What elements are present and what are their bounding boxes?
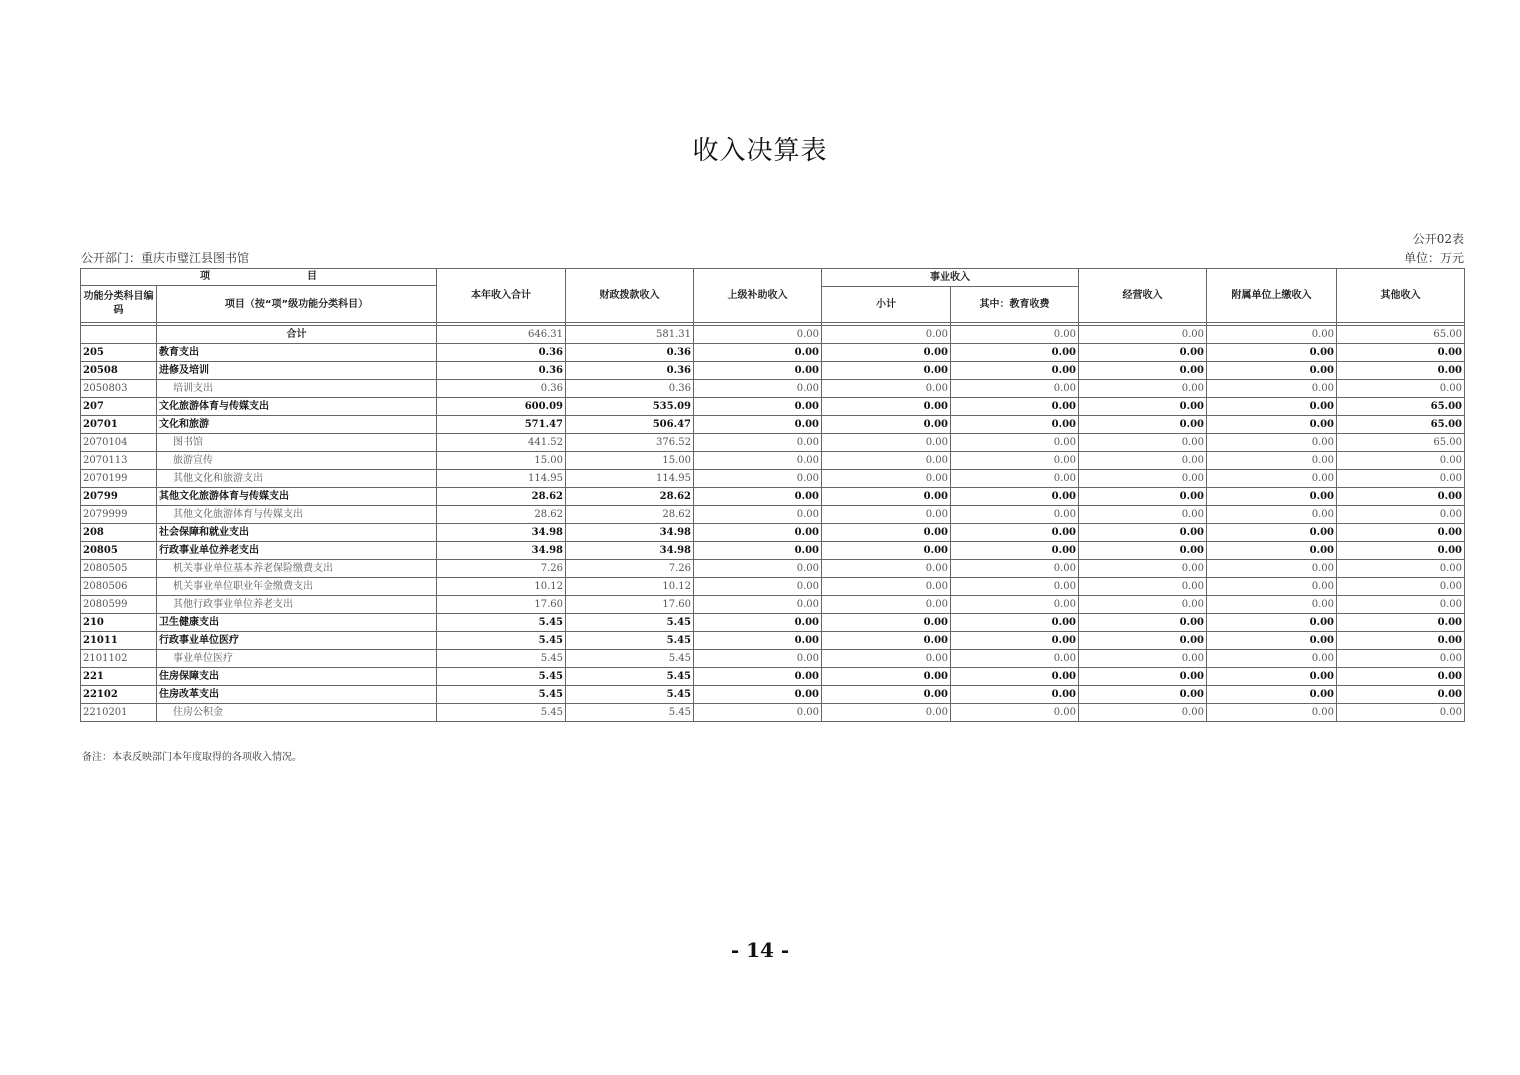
row-fiscal-value: 535.09 [566, 398, 694, 416]
row-other-value: 0.00 [1337, 524, 1465, 542]
row-other-value: 0.00 [1337, 542, 1465, 560]
row-business-edu-value: 0.00 [951, 596, 1079, 614]
row-name: 教育支出 [157, 344, 437, 362]
row-name: 文化旅游体育与传媒支出 [157, 398, 437, 416]
row-business-subtotal-value: 0.00 [822, 704, 951, 722]
row-total-value: 600.09 [437, 398, 566, 416]
item-group-right: 目 [306, 271, 317, 282]
row-superior-value: 0.00 [694, 542, 822, 560]
row-fiscal-value: 34.98 [566, 524, 694, 542]
row-name: 其他行政事业单位养老支出 [157, 596, 437, 614]
row-affiliated-value: 0.00 [1207, 614, 1337, 632]
table-row [81, 578, 1465, 596]
row-operating-value: 0.00 [1079, 542, 1207, 560]
row-operating-value: 0.00 [1079, 344, 1207, 362]
page-title: 收入决算表 [692, 136, 828, 166]
table-row [81, 650, 1465, 668]
row-superior-value: 0.00 [694, 614, 822, 632]
row-fiscal-value: 0.36 [566, 344, 694, 362]
row-total-value: 5.45 [437, 632, 566, 650]
row-code: 20701 [81, 416, 157, 434]
row-fiscal-value: 28.62 [566, 488, 694, 506]
table-row [81, 524, 1465, 542]
row-business-subtotal-value: 0.00 [822, 614, 951, 632]
header-business-edu: 其中：教育收费 [951, 287, 1079, 323]
row-business-subtotal-value: 0.00 [822, 434, 951, 452]
item-group-left: 项 [200, 271, 211, 282]
row-business-subtotal-value: 0.00 [822, 488, 951, 506]
row-business-edu-value: 0.00 [951, 524, 1079, 542]
row-business-edu-value: 0.00 [951, 488, 1079, 506]
row-name: 其他文化旅游体育与传媒支出 [157, 488, 437, 506]
row-operating-value: 0.00 [1079, 632, 1207, 650]
row-other-value: 0.00 [1337, 578, 1465, 596]
row-business-edu-value: 0.00 [951, 398, 1079, 416]
row-fiscal-value: 7.26 [566, 560, 694, 578]
income-table [80, 268, 1465, 722]
row-affiliated-value: 0.00 [1207, 326, 1337, 344]
row-business-edu-value: 0.00 [951, 704, 1079, 722]
table-row [81, 704, 1465, 722]
row-total-value: 15.00 [437, 452, 566, 470]
row-business-subtotal-value: 0.00 [822, 686, 951, 704]
row-operating-value: 0.00 [1079, 596, 1207, 614]
row-fiscal-value: 10.12 [566, 578, 694, 596]
row-fiscal-value: 5.45 [566, 650, 694, 668]
row-fiscal-value: 28.62 [566, 506, 694, 524]
row-total-value: 5.45 [437, 704, 566, 722]
row-fiscal-value: 114.95 [566, 470, 694, 488]
row-business-edu-value: 0.00 [951, 668, 1079, 686]
row-code: 2070104 [81, 434, 157, 452]
row-affiliated-value: 0.00 [1207, 524, 1337, 542]
row-superior-value: 0.00 [694, 668, 822, 686]
row-other-value: 65.00 [1337, 398, 1465, 416]
form-number: 公开02表 [1412, 232, 1464, 246]
row-other-value: 65.00 [1337, 434, 1465, 452]
row-total-value: 34.98 [437, 524, 566, 542]
row-code: 205 [81, 344, 157, 362]
row-business-subtotal-value: 0.00 [822, 470, 951, 488]
table-row [81, 452, 1465, 470]
row-affiliated-value: 0.00 [1207, 578, 1337, 596]
row-operating-value: 0.00 [1079, 560, 1207, 578]
row-affiliated-value: 0.00 [1207, 344, 1337, 362]
row-operating-value: 0.00 [1079, 326, 1207, 344]
row-business-edu-value: 0.00 [951, 650, 1079, 668]
table-row [81, 380, 1465, 398]
unit-label: 单位：万元 [1403, 251, 1464, 265]
row-fiscal-value: 581.31 [566, 326, 694, 344]
row-code: 2070199 [81, 470, 157, 488]
row-other-value: 0.00 [1337, 686, 1465, 704]
row-business-subtotal-value: 0.00 [822, 524, 951, 542]
row-name: 事业单位医疗 [157, 650, 437, 668]
row-name: 图书馆 [157, 434, 437, 452]
row-business-subtotal-value: 0.00 [822, 578, 951, 596]
row-total-value: 34.98 [437, 542, 566, 560]
row-business-subtotal-value: 0.00 [822, 416, 951, 434]
row-other-value: 0.00 [1337, 470, 1465, 488]
row-superior-value: 0.00 [694, 596, 822, 614]
row-total-value: 0.36 [437, 344, 566, 362]
row-business-edu-value: 0.00 [951, 686, 1079, 704]
row-total-value: 5.45 [437, 650, 566, 668]
row-name: 合计 [157, 326, 437, 344]
table-row [81, 596, 1465, 614]
row-business-edu-value: 0.00 [951, 614, 1079, 632]
row-operating-value: 0.00 [1079, 704, 1207, 722]
row-business-subtotal-value: 0.00 [822, 452, 951, 470]
table-row [81, 614, 1465, 632]
row-name: 住房改革支出 [157, 686, 437, 704]
row-affiliated-value: 0.00 [1207, 398, 1337, 416]
table-row [81, 344, 1465, 362]
row-superior-value: 0.00 [694, 434, 822, 452]
row-affiliated-value: 0.00 [1207, 434, 1337, 452]
row-business-subtotal-value: 0.00 [822, 650, 951, 668]
row-business-subtotal-value: 0.00 [822, 362, 951, 380]
row-total-value: 0.36 [437, 362, 566, 380]
row-operating-value: 0.00 [1079, 686, 1207, 704]
row-affiliated-value: 0.00 [1207, 704, 1337, 722]
header-affiliated: 附属单位上缴收入 [1207, 269, 1337, 323]
row-business-subtotal-value: 0.00 [822, 560, 951, 578]
row-superior-value: 0.00 [694, 560, 822, 578]
header-business-group: 事业收入 [822, 269, 1079, 287]
header-name: 项目（按“项”级功能分类科目） [157, 286, 437, 323]
row-operating-value: 0.00 [1079, 668, 1207, 686]
row-name: 住房保障支出 [157, 668, 437, 686]
row-superior-value: 0.00 [694, 380, 822, 398]
row-business-edu-value: 0.00 [951, 542, 1079, 560]
row-affiliated-value: 0.00 [1207, 506, 1337, 524]
row-other-value: 0.00 [1337, 488, 1465, 506]
row-fiscal-value: 506.47 [566, 416, 694, 434]
row-code: 20508 [81, 362, 157, 380]
row-code: 208 [81, 524, 157, 542]
row-fiscal-value: 5.45 [566, 614, 694, 632]
row-other-value: 0.00 [1337, 614, 1465, 632]
header-code: 功能分类科目编码 [81, 286, 157, 323]
row-total-value: 5.45 [437, 668, 566, 686]
row-superior-value: 0.00 [694, 398, 822, 416]
row-business-edu-value: 0.00 [951, 470, 1079, 488]
row-superior-value: 0.00 [694, 704, 822, 722]
row-affiliated-value: 0.00 [1207, 560, 1337, 578]
table-note: 备注：本表反映部门本年度取得的各项收入情况。 [82, 752, 302, 763]
item-group-header [81, 269, 437, 286]
row-other-value: 0.00 [1337, 596, 1465, 614]
row-business-edu-value: 0.00 [951, 344, 1079, 362]
row-operating-value: 0.00 [1079, 380, 1207, 398]
row-total-value: 0.36 [437, 380, 566, 398]
row-superior-value: 0.00 [694, 470, 822, 488]
table-row [81, 326, 1465, 344]
table-row [81, 362, 1465, 380]
row-fiscal-value: 376.52 [566, 434, 694, 452]
table-row [81, 686, 1465, 704]
table-row [81, 542, 1465, 560]
row-affiliated-value: 0.00 [1207, 362, 1337, 380]
table-row [81, 416, 1465, 434]
row-affiliated-value: 0.00 [1207, 632, 1337, 650]
row-other-value: 0.00 [1337, 344, 1465, 362]
row-business-edu-value: 0.00 [951, 362, 1079, 380]
row-affiliated-value: 0.00 [1207, 488, 1337, 506]
table-body [81, 323, 1465, 722]
table-row [81, 668, 1465, 686]
row-total-value: 7.26 [437, 560, 566, 578]
row-business-subtotal-value: 0.00 [822, 326, 951, 344]
row-operating-value: 0.00 [1079, 488, 1207, 506]
header-total: 本年收入合计 [437, 269, 566, 323]
row-business-edu-value: 0.00 [951, 452, 1079, 470]
row-code: 210 [81, 614, 157, 632]
row-name: 行政事业单位医疗 [157, 632, 437, 650]
row-business-subtotal-value: 0.00 [822, 344, 951, 362]
row-business-subtotal-value: 0.00 [822, 596, 951, 614]
table-row [81, 632, 1465, 650]
row-other-value: 0.00 [1337, 560, 1465, 578]
row-affiliated-value: 0.00 [1207, 596, 1337, 614]
row-superior-value: 0.00 [694, 506, 822, 524]
row-operating-value: 0.00 [1079, 362, 1207, 380]
row-business-edu-value: 0.00 [951, 578, 1079, 596]
row-fiscal-value: 5.45 [566, 668, 694, 686]
row-name: 旅游宣传 [157, 452, 437, 470]
header-business-subtotal: 小计 [822, 287, 951, 323]
row-fiscal-value: 17.60 [566, 596, 694, 614]
row-business-edu-value: 0.00 [951, 632, 1079, 650]
row-code: 2101102 [81, 650, 157, 668]
department-label: 公开部门：重庆市璧江县图书馆 [81, 251, 250, 265]
row-superior-value: 0.00 [694, 686, 822, 704]
row-other-value: 0.00 [1337, 668, 1465, 686]
row-name: 卫生健康支出 [157, 614, 437, 632]
row-other-value: 65.00 [1337, 326, 1465, 344]
row-business-subtotal-value: 0.00 [822, 668, 951, 686]
row-total-value: 441.52 [437, 434, 566, 452]
page-number: - 14 - [730, 938, 790, 962]
row-operating-value: 0.00 [1079, 650, 1207, 668]
row-affiliated-value: 0.00 [1207, 542, 1337, 560]
row-superior-value: 0.00 [694, 488, 822, 506]
row-affiliated-value: 0.00 [1207, 686, 1337, 704]
row-business-subtotal-value: 0.00 [822, 380, 951, 398]
row-name: 文化和旅游 [157, 416, 437, 434]
row-name: 行政事业单位养老支出 [157, 542, 437, 560]
row-affiliated-value: 0.00 [1207, 416, 1337, 434]
row-other-value: 65.00 [1337, 416, 1465, 434]
row-total-value: 10.12 [437, 578, 566, 596]
row-total-value: 5.45 [437, 686, 566, 704]
row-code: 21011 [81, 632, 157, 650]
row-superior-value: 0.00 [694, 650, 822, 668]
row-operating-value: 0.00 [1079, 506, 1207, 524]
row-code: 2079999 [81, 506, 157, 524]
row-total-value: 5.45 [437, 614, 566, 632]
row-name: 进修及培训 [157, 362, 437, 380]
row-fiscal-value: 0.36 [566, 362, 694, 380]
row-other-value: 0.00 [1337, 704, 1465, 722]
table-row [81, 398, 1465, 416]
table-row [81, 470, 1465, 488]
row-operating-value: 0.00 [1079, 452, 1207, 470]
row-superior-value: 0.00 [694, 578, 822, 596]
row-business-edu-value: 0.00 [951, 326, 1079, 344]
row-superior-value: 0.00 [694, 416, 822, 434]
row-other-value: 0.00 [1337, 362, 1465, 380]
row-fiscal-value: 0.36 [566, 380, 694, 398]
row-operating-value: 0.00 [1079, 614, 1207, 632]
row-total-value: 571.47 [437, 416, 566, 434]
row-code: 2050803 [81, 380, 157, 398]
row-superior-value: 0.00 [694, 362, 822, 380]
row-fiscal-value: 5.45 [566, 704, 694, 722]
row-business-edu-value: 0.00 [951, 434, 1079, 452]
row-business-subtotal-value: 0.00 [822, 542, 951, 560]
row-other-value: 0.00 [1337, 380, 1465, 398]
row-name: 培训支出 [157, 380, 437, 398]
row-operating-value: 0.00 [1079, 470, 1207, 488]
row-total-value: 17.60 [437, 596, 566, 614]
row-other-value: 0.00 [1337, 506, 1465, 524]
row-code: 207 [81, 398, 157, 416]
row-total-value: 114.95 [437, 470, 566, 488]
row-affiliated-value: 0.00 [1207, 452, 1337, 470]
row-code: 2080505 [81, 560, 157, 578]
row-other-value: 0.00 [1337, 452, 1465, 470]
header-operating: 经营收入 [1079, 269, 1207, 323]
row-superior-value: 0.00 [694, 326, 822, 344]
row-business-edu-value: 0.00 [951, 416, 1079, 434]
row-name: 机关事业单位职业年金缴费支出 [157, 578, 437, 596]
row-superior-value: 0.00 [694, 452, 822, 470]
row-code: 2210201 [81, 704, 157, 722]
row-operating-value: 0.00 [1079, 416, 1207, 434]
row-business-subtotal-value: 0.00 [822, 506, 951, 524]
row-superior-value: 0.00 [694, 344, 822, 362]
row-name: 住房公积金 [157, 704, 437, 722]
row-total-value: 646.31 [437, 326, 566, 344]
row-business-edu-value: 0.00 [951, 380, 1079, 398]
row-name: 其他文化和旅游支出 [157, 470, 437, 488]
row-fiscal-value: 5.45 [566, 632, 694, 650]
table-row [81, 434, 1465, 452]
row-superior-value: 0.00 [694, 632, 822, 650]
row-business-subtotal-value: 0.00 [822, 398, 951, 416]
row-operating-value: 0.00 [1079, 434, 1207, 452]
row-code: 2070113 [81, 452, 157, 470]
row-fiscal-value: 15.00 [566, 452, 694, 470]
row-total-value: 28.62 [437, 488, 566, 506]
row-other-value: 0.00 [1337, 650, 1465, 668]
row-operating-value: 0.00 [1079, 398, 1207, 416]
row-affiliated-value: 0.00 [1207, 380, 1337, 398]
row-affiliated-value: 0.00 [1207, 470, 1337, 488]
table-row [81, 506, 1465, 524]
row-business-edu-value: 0.00 [951, 560, 1079, 578]
table-row [81, 560, 1465, 578]
row-business-subtotal-value: 0.00 [822, 632, 951, 650]
row-operating-value: 0.00 [1079, 524, 1207, 542]
row-code: 2080506 [81, 578, 157, 596]
header-superior: 上级补助收入 [694, 269, 822, 323]
row-affiliated-value: 0.00 [1207, 650, 1337, 668]
row-code: 20805 [81, 542, 157, 560]
row-other-value: 0.00 [1337, 632, 1465, 650]
row-code: 221 [81, 668, 157, 686]
header-other: 其他收入 [1337, 269, 1465, 323]
header-fiscal: 财政拨款收入 [566, 269, 694, 323]
row-fiscal-value: 34.98 [566, 542, 694, 560]
row-code [81, 326, 157, 344]
row-business-edu-value: 0.00 [951, 506, 1079, 524]
row-name: 机关事业单位基本养老保险缴费支出 [157, 560, 437, 578]
row-code: 22102 [81, 686, 157, 704]
table-row [81, 488, 1465, 506]
row-code: 20799 [81, 488, 157, 506]
row-affiliated-value: 0.00 [1207, 668, 1337, 686]
row-code: 2080599 [81, 596, 157, 614]
row-superior-value: 0.00 [694, 524, 822, 542]
row-name: 社会保障和就业支出 [157, 524, 437, 542]
row-total-value: 28.62 [437, 506, 566, 524]
row-fiscal-value: 5.45 [566, 686, 694, 704]
row-name: 其他文化旅游体育与传媒支出 [157, 506, 437, 524]
row-operating-value: 0.00 [1079, 578, 1207, 596]
